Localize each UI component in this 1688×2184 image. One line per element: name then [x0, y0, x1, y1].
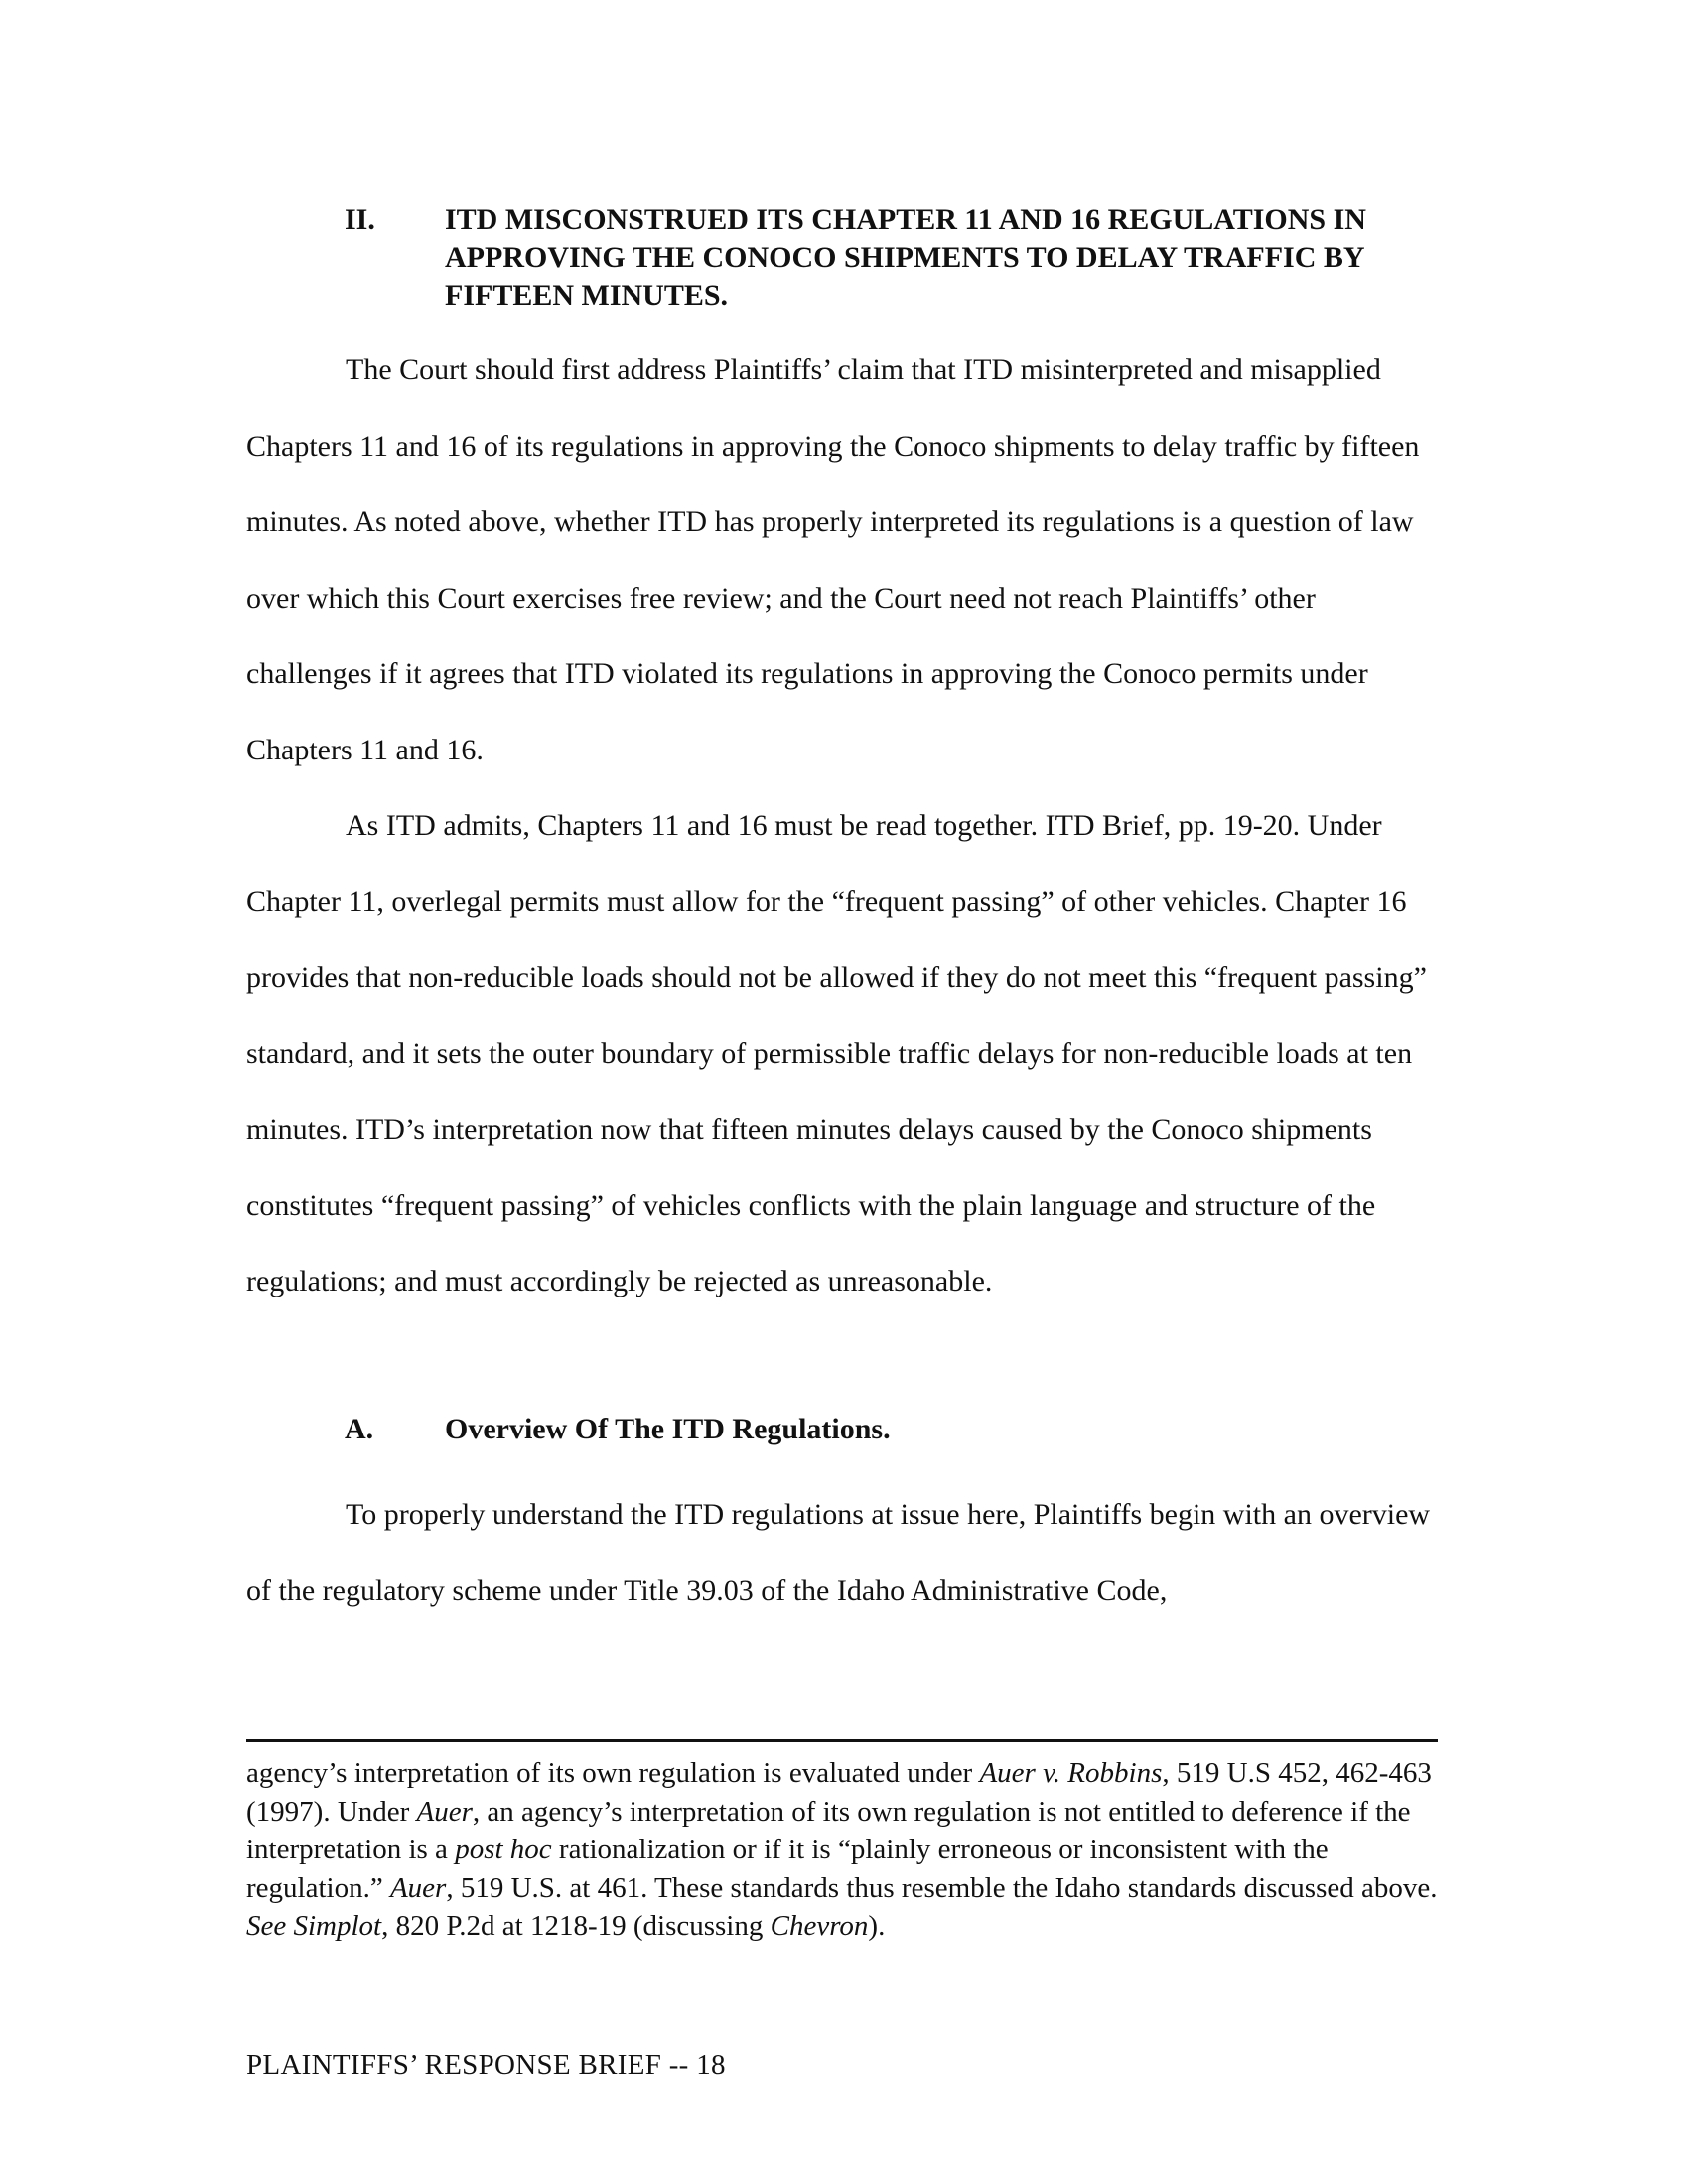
paragraph-2: As ITD admits, Chapters 11 and 16 must be read together. ITD Brief, pp. 19-20. Under Chapter 11, overlegal permits must allow for the “frequent passing” of other vehicles. Chapter 16 provides that non-reducible loads should not be allowed if they do not meet this “frequent passing” standard, and it sets the outer boundary of permissible traffic delays for non-reducible loads at ten minutes. ITD’s interpretation now that fifteen minutes delays caused by the Conoco shipments constitutes “frequent passing” of vehicles conflicts with the plain language and structure of the regulations; and must accordingly be rejected as unreasonable. [246, 809, 1427, 1297]
paragraph-3: To properly understand the ITD regulations at issue here, Plaintiffs begin with an overview of the regulatory scheme under Title 39.03 of the Idaho Administrative Code, [246, 1498, 1431, 1607]
footnote-divider [246, 1739, 1438, 1742]
body-text-block-1 [246, 333, 1438, 1320]
body-text-block-2 [246, 1477, 1438, 1629]
subsection-title: Overview Of The ITD Regulations. [445, 1413, 891, 1445]
section-title: ITD MISCONSTRUED ITS CHAPTER 11 AND 16 REGULATIONS IN APPROVING THE CONOCO SHIPMENTS TO DELAY TRAFFIC BY FIFTEEN MINUTES. [445, 204, 1366, 312]
term-post-hoc: post hoc [455, 1834, 552, 1865]
case-citation-simplot: See Simplot [246, 1910, 382, 1942]
case-citation-auer-2: Auer [389, 1871, 447, 1904]
subsection-number: A. [345, 1413, 374, 1445]
case-citation-auer: Auer [416, 1795, 473, 1828]
section-number: II. [345, 204, 375, 236]
footnote: agency’s interpretation of its own regulation is evaluated under Auer v. Robbins, 519 U.S 452, 462-463 (1997). Under Auer, an agency’s interpretation of its own regulation is not entitled to deference if the interpretation is a post hoc rationalization or if it is “plainly erroneous or inconsistent with the regulation.” Auer, 519 U.S. at 461. These standards thus resemble the Idaho standards discussed above. See Simplot, 820 P.2d at 1218-19 (discussing Chevron). [246, 1757, 1438, 1942]
paragraph-1: The Court should first address Plaintiffs’ claim that ITD misinterpreted and misapplied Chapters 11 and 16 of its regulations in approving the Conoco shipments to delay traffic by fifteen minutes. As noted above, whether ITD has properly interpreted its regulations is a question of law over which this Court exercises free review; and the Court need not reach Plaintiffs’ other challenges if it agrees that ITD violated its regulations in approving the Conoco permits under Chapters 11 and 16. [246, 353, 1420, 766]
page-footer: PLAINTIFFS’ RESPONSE BRIEF -- 18 [246, 2049, 726, 2081]
case-citation-auer-v-robbins: Auer v. Robbins [979, 1757, 1163, 1789]
case-citation-chevron: Chevron [770, 1910, 869, 1942]
